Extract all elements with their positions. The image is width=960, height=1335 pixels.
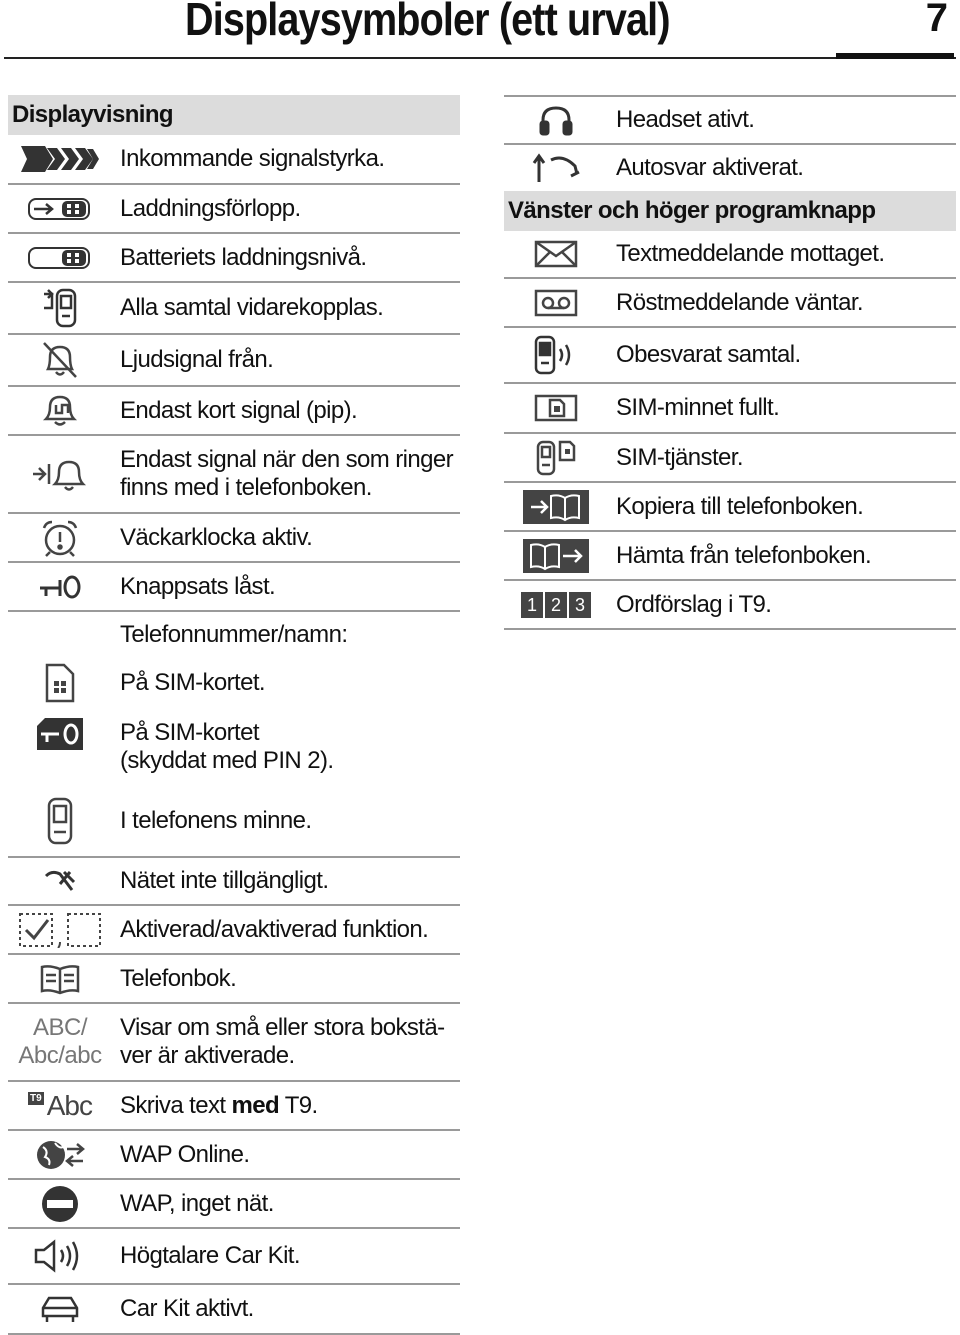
row-text: Autosvar aktiverat. <box>616 154 804 181</box>
case-indicator-icon <box>8 1004 112 1080</box>
headset-icon <box>504 97 608 143</box>
table-row <box>8 563 460 612</box>
table-row <box>504 434 956 483</box>
row-text: Car Kit aktivt. <box>120 1295 254 1322</box>
table-row <box>504 532 956 581</box>
right-symbol-table <box>504 95 956 630</box>
fetch-from-phonebook-icon <box>504 532 608 579</box>
row-text: På SIM-kortet (skyddat med PIN 2). <box>120 719 334 774</box>
row-text: Laddningsförlopp. <box>120 194 301 222</box>
table-row <box>8 955 460 1004</box>
row-text-bold: med <box>231 1091 280 1119</box>
row-text: Batteriets laddningsnivå. <box>120 243 367 271</box>
table-row <box>504 97 956 145</box>
row-text-prefix: Skriva text <box>120 1091 232 1119</box>
page-header <box>0 0 960 52</box>
table-row <box>8 135 460 185</box>
missed-call-icon <box>504 328 608 382</box>
row-text: Ordförslag i T9. <box>616 590 772 618</box>
row-text: Endast kort signal (pip). <box>120 396 358 424</box>
table-row <box>504 581 956 630</box>
voicemail-icon <box>504 279 608 326</box>
table-row <box>8 436 460 514</box>
t9-badge: T9 <box>30 1092 42 1104</box>
row-text-suffix: T9. <box>279 1091 318 1119</box>
table-row <box>8 658 460 708</box>
table-row <box>8 786 460 858</box>
row-text: Högtalare Car Kit. <box>120 1242 300 1269</box>
car-kit-icon <box>8 1285 112 1333</box>
table-row <box>8 1082 460 1131</box>
table-row <box>8 906 460 955</box>
table-row <box>8 514 460 563</box>
section-header-softkeys: Vänster och höger programknapp <box>504 191 956 231</box>
table-row <box>8 185 460 234</box>
short-beep-icon <box>8 387 112 434</box>
signal-strength-icon <box>8 135 112 183</box>
row-text: Nätet inte tillgängligt. <box>120 867 329 894</box>
row-text: Alla samtal vidarekopplas. <box>120 294 384 321</box>
sim-services-icon <box>504 434 608 481</box>
row-text: Telefonnummer/namn: <box>120 621 348 648</box>
table-row <box>8 1229 460 1285</box>
row-text: Textmeddelande mottaget. <box>616 240 885 267</box>
row-text: Obesvarat samtal. <box>616 341 801 368</box>
t9-digit-3: 3 <box>569 592 591 618</box>
phonebook-icon <box>8 955 112 1002</box>
battery-level-icon <box>8 234 112 281</box>
sim-full-icon <box>504 384 608 432</box>
abc-label: Abc <box>46 1089 92 1121</box>
auto-answer-icon <box>504 145 608 191</box>
table-row <box>8 283 460 335</box>
row-text: Visar om små eller stora bokstä- ver är aktiverade. <box>120 1014 445 1069</box>
row-text: Röstmeddelande väntar. <box>616 288 863 316</box>
row-text: Kopiera till telefonboken. <box>616 492 864 520</box>
table-row <box>8 1285 460 1335</box>
ring-known-callers-icon <box>8 436 112 512</box>
table-row <box>504 279 956 328</box>
page-number: 7 <box>925 0 948 40</box>
row-text: Väckarklocka aktiv. <box>120 523 313 551</box>
car-kit-speaker-icon <box>8 1229 112 1283</box>
table-row <box>8 335 460 387</box>
copy-to-phonebook-icon <box>504 483 608 530</box>
row-text <box>120 1092 460 1120</box>
phone-memory-icon <box>8 786 112 856</box>
sim-protected-icon <box>8 708 112 786</box>
row-text: Aktiverad/avaktiverad funktion. <box>120 915 429 943</box>
row-text: WAP Online. <box>120 1140 250 1168</box>
wap-no-network-icon <box>8 1180 112 1227</box>
ringer-off-icon <box>8 335 112 385</box>
table-row <box>504 145 956 191</box>
sim-card-icon <box>8 658 112 708</box>
row-text: Endast signal när den som ringer finns med i telefonboken. <box>120 446 453 501</box>
t9-digit-2: 2 <box>545 592 567 618</box>
table-row <box>8 708 460 786</box>
row-text: Inkommande signalstyrka. <box>120 145 385 172</box>
t9-suggestions-icon <box>504 581 608 628</box>
row-text: På SIM-kortet. <box>120 669 265 696</box>
left-symbol-table <box>8 95 460 1335</box>
t9-abc-icon <box>8 1082 112 1129</box>
call-divert-icon <box>8 283 112 333</box>
row-text: Knappsats låst. <box>120 572 276 600</box>
row-text: SIM-minnet fullt. <box>616 394 780 421</box>
section-header-display: Displayvisning <box>8 95 460 135</box>
table-row <box>8 1131 460 1180</box>
row-text: Telefonbok. <box>120 964 237 992</box>
charging-icon <box>8 185 112 232</box>
table-row <box>8 234 460 283</box>
wap-online-icon <box>8 1131 112 1178</box>
checkbox-icon <box>8 906 112 953</box>
table-row <box>8 858 460 906</box>
table-row <box>504 328 956 384</box>
t9-digit-1: 1 <box>521 592 543 618</box>
table-row <box>504 231 956 279</box>
row-text: WAP, inget nät. <box>120 1189 274 1217</box>
header-page-bar <box>836 53 954 59</box>
table-row <box>8 387 460 436</box>
page-title: Displaysymboler (ett urval) <box>185 0 670 45</box>
case-indicator-label: ABC/ Abc/abc <box>18 1014 102 1069</box>
row-text: Ljudsignal från. <box>120 346 274 373</box>
table-row <box>8 1004 460 1082</box>
table-row <box>504 483 956 532</box>
table-row <box>504 384 956 434</box>
row-text: Headset ativt. <box>616 106 755 133</box>
keypad-lock-icon <box>8 563 112 610</box>
row-text: Hämta från telefonboken. <box>616 541 872 569</box>
alarm-clock-icon <box>8 514 112 561</box>
table-row <box>8 612 460 658</box>
header-divider <box>4 57 956 59</box>
row-text: I telefonens minne. <box>120 807 312 834</box>
table-row <box>8 1180 460 1229</box>
network-unavailable-icon <box>8 858 112 904</box>
row-text: SIM-tjänster. <box>616 443 743 471</box>
envelope-icon <box>504 231 608 277</box>
